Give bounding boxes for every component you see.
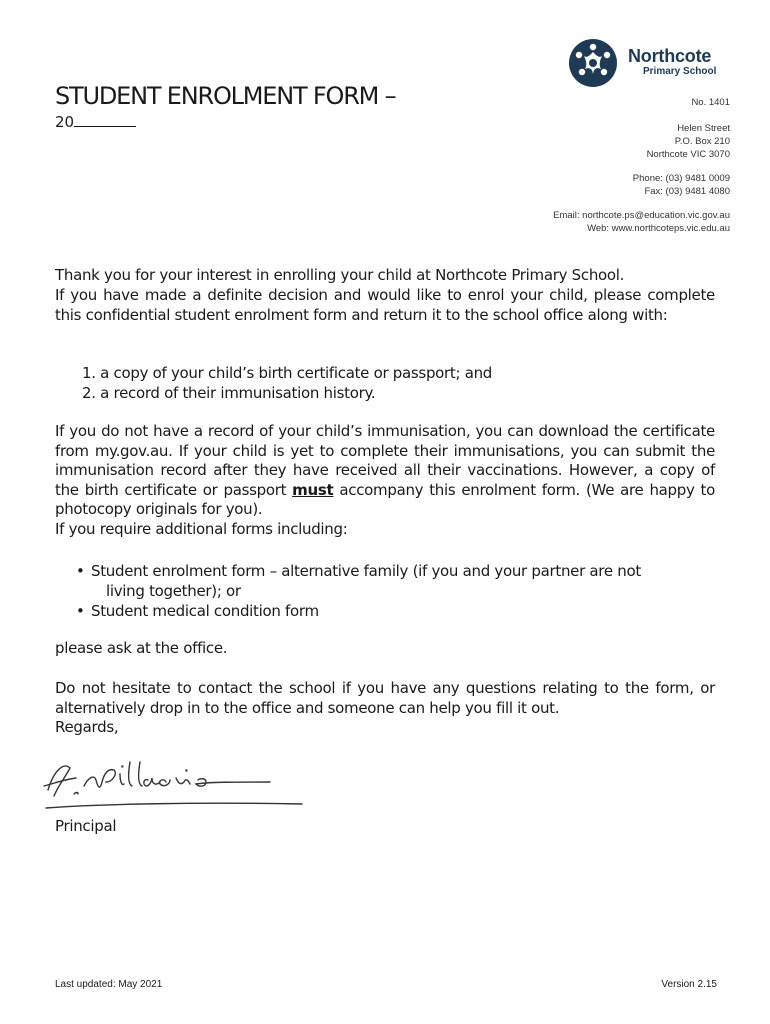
principal-title: Principal — [55, 817, 117, 835]
bullet-icon: • — [76, 562, 85, 580]
immunisation-text-2: accompany this enrolment form. (We are happy to photocopy originals for you). — [55, 480, 716, 518]
intro-paragraph-1: Thank you for your interest in enrolling your child at Northcote Primary School. — [55, 266, 625, 284]
address-fax: Fax: (03) 9481 4080 — [644, 186, 730, 197]
requirements-list — [82, 363, 492, 403]
principal-signature — [40, 752, 310, 814]
list-item: 2. a record of their immunisation history. — [82, 384, 376, 402]
intro-paragraph-2: If you have made a definite decision and would like to enrol your child, please complete this confidential student enrolment form and return it to the school office along with: — [55, 286, 715, 324]
logo-school-name: Northcote — [628, 46, 712, 66]
additional-forms-list — [76, 561, 716, 621]
immunisation-paragraph — [55, 422, 715, 520]
additional-forms-intro: If you require additional forms including: — [55, 520, 348, 538]
address-phone: Phone: (03) 9481 0009 — [632, 173, 730, 184]
bullet-icon: • — [76, 602, 85, 620]
school-logo — [568, 38, 738, 88]
address-street: Helen Street — [677, 123, 730, 134]
year-field — [55, 113, 136, 131]
ask-office-text: please ask at the office. — [55, 639, 228, 657]
must-emphasis: must — [292, 480, 334, 499]
regards-text: Regards, — [55, 718, 119, 736]
logo-school-subtitle: Primary School — [643, 66, 717, 77]
last-updated: Last updated: May 2021 — [55, 979, 163, 990]
list-item — [76, 601, 716, 621]
list-item — [76, 561, 716, 601]
year-prefix: 20 — [55, 113, 75, 131]
address-po-box: P.O. Box 210 — [674, 136, 730, 147]
version-label: Version 2.15 — [661, 979, 717, 990]
form-name: Student enrolment form – alternative family (if you and your partner are not — [91, 562, 641, 580]
year-blank-line — [74, 113, 136, 127]
form-name-continued: living together); or — [106, 582, 241, 600]
address-email: Email: northcote.ps@education.vic.gov.au — [553, 210, 730, 221]
address-web: Web: www.northcoteps.vic.edu.au — [587, 223, 730, 234]
school-number: No. 1401 — [691, 97, 730, 108]
page-title: STUDENT ENROLMENT FORM – — [55, 82, 396, 110]
contact-paragraph: Do not hesitate to contact the school if you have any questions relating to the form, or alternatively drop in to the office and someone can help you fill it out. — [55, 679, 715, 717]
immunisation-text-1: If you do not have a record of your child’s immunisation, you can download the certificate from my.gov.au. If your child is yet to complete their immunisations, you can submit the immunisation record after they have received all their vaccinations. However, a copy of the birth certificate or passport — [55, 422, 715, 499]
northcote-logo-icon — [568, 38, 618, 88]
address-suburb: Northcote VIC 3070 — [646, 149, 730, 160]
form-name: Student medical condition form — [91, 602, 319, 620]
list-item: 1. a copy of your child’s birth certificate or passport; and — [82, 364, 493, 382]
